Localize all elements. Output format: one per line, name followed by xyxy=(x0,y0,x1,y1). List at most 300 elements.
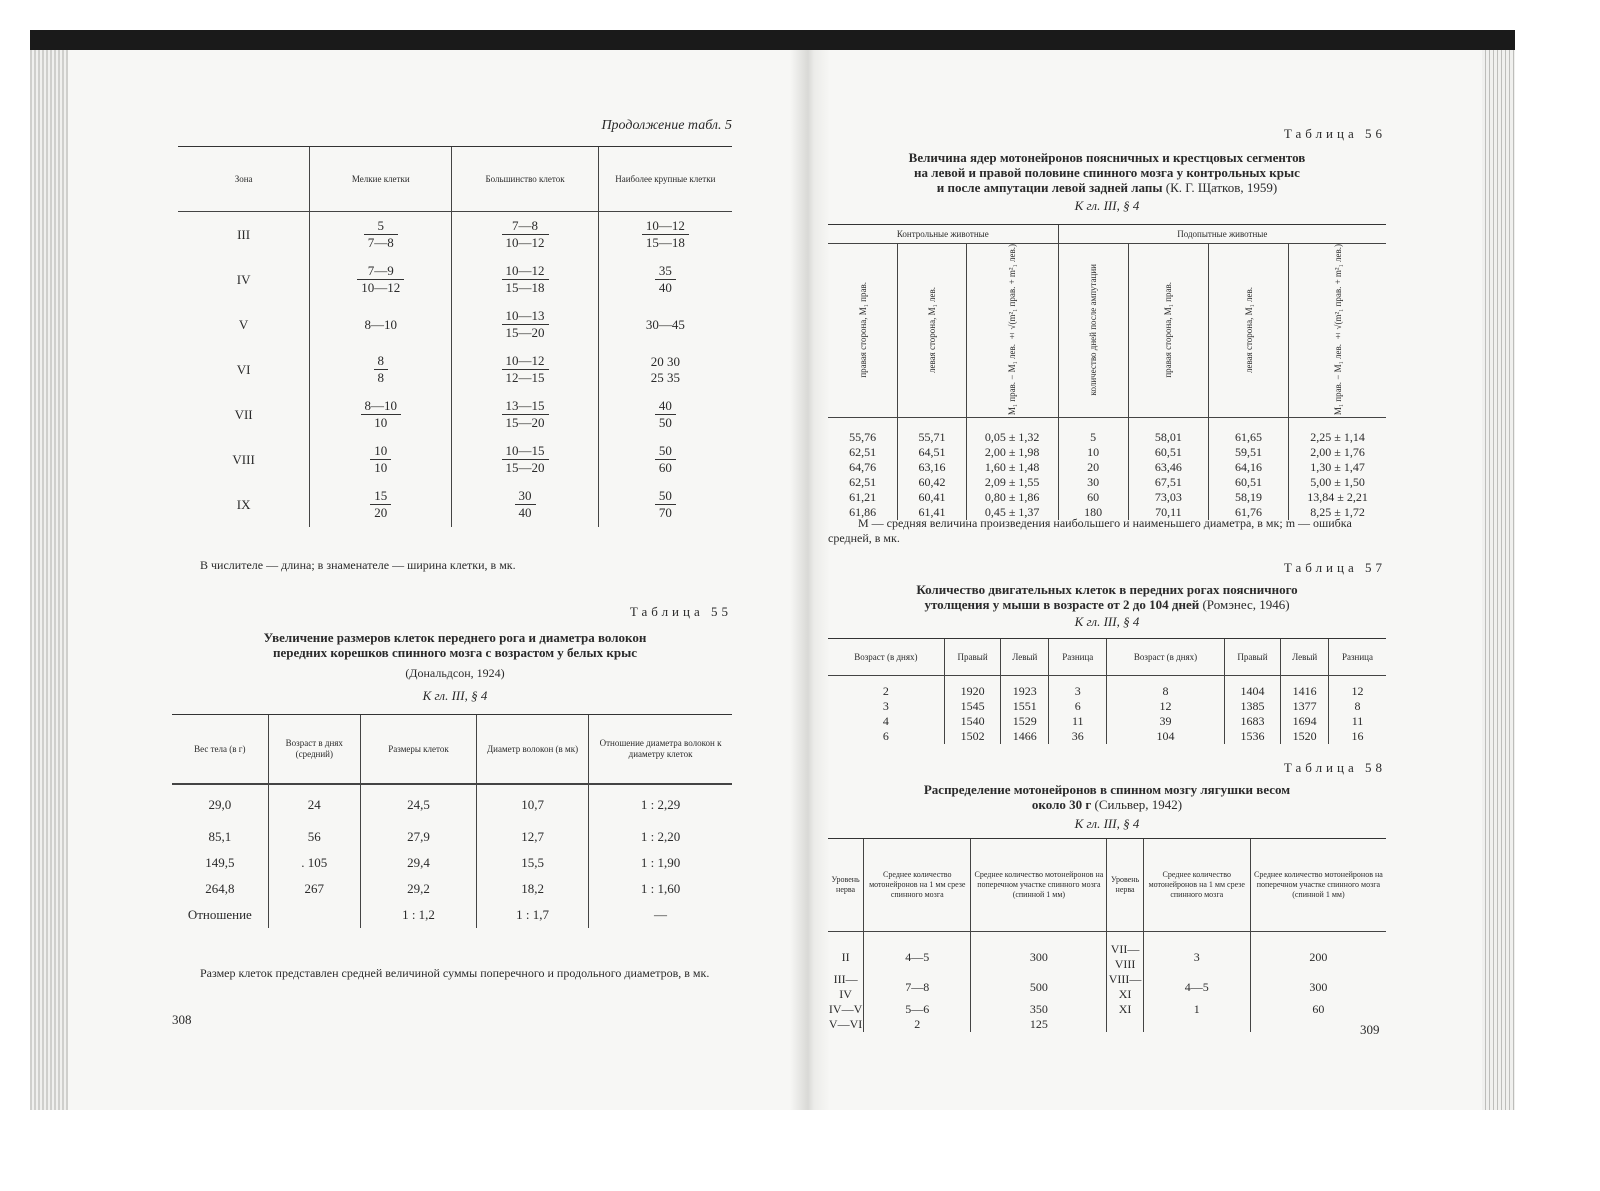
table58-cell: 350 xyxy=(971,1002,1107,1017)
right-page-edges xyxy=(1482,50,1515,1110)
table56-cell: 60,42 xyxy=(898,475,966,490)
table56-cell: 8,25 ± 1,72 xyxy=(1289,505,1386,520)
table57-row xyxy=(828,729,1386,744)
table56-col-header: M₁ прав. − M₁ лев. ± √(m²₁ прав. + m²₁ лев.) xyxy=(1289,244,1386,418)
table57-cell: 8 xyxy=(1107,676,1224,700)
table58-cell: IV—V xyxy=(828,1002,863,1016)
table56-cell: 67,51 xyxy=(1128,475,1208,490)
table57-cell: 39 xyxy=(1107,714,1224,729)
table58-label: Таблица 58 xyxy=(1283,760,1386,775)
table56-row xyxy=(828,460,1386,475)
table57-title xyxy=(828,582,1386,612)
table56-cell: 60 xyxy=(1058,490,1128,505)
table58-cell xyxy=(1107,1017,1143,1032)
table58-cell: 3 xyxy=(1143,932,1250,973)
table55-cell: 29,4 xyxy=(360,850,476,876)
table5-zone: IX xyxy=(236,496,251,512)
table56-cell: 70,11 xyxy=(1128,505,1208,520)
table58-row xyxy=(828,1002,1386,1017)
table57-header: Левый xyxy=(1001,639,1049,676)
table57-title-line1: Количество двигательных клеток в передних рогах поясничного xyxy=(916,582,1298,597)
plain-value: 8—10 xyxy=(364,316,398,332)
fraction xyxy=(502,263,549,296)
table56-cell: 0,05 ± 1,32 xyxy=(966,418,1058,446)
table5-cell xyxy=(452,482,598,527)
table5-row xyxy=(178,392,732,437)
table56-cell: 2,00 ± 1,76 xyxy=(1289,445,1386,460)
table55-label: Таблица 55 xyxy=(629,604,732,619)
denominator: 15—18 xyxy=(505,280,545,295)
table58-header: Уровень нерва xyxy=(1107,839,1143,932)
denominator: 10 xyxy=(374,415,388,430)
table5-row xyxy=(178,257,732,302)
numerator: 10—12 xyxy=(502,353,549,370)
numerator: 50 xyxy=(655,443,676,460)
table58-row xyxy=(828,972,1386,1002)
table56-cell: 180 xyxy=(1058,505,1128,520)
table57-cell: 1377 xyxy=(1281,699,1329,714)
table55-cell: 264,8 xyxy=(205,881,235,896)
numerator: 8—10 xyxy=(361,398,402,415)
table57-cell: 16 xyxy=(1328,729,1386,744)
table56-cell: 60,41 xyxy=(898,490,966,505)
table58-cell: 7—8 xyxy=(864,972,971,1002)
table5-cell xyxy=(452,437,598,482)
table56-cell: 62,51 xyxy=(849,445,877,460)
table5-header: Зона xyxy=(178,147,310,212)
table57-cell: 1551 xyxy=(1001,699,1049,714)
numerator: 10 xyxy=(370,443,391,460)
table56-cell: 61,21 xyxy=(849,490,877,505)
table5-zone: VI xyxy=(236,361,251,377)
table56-cell: 0,45 ± 1,37 xyxy=(966,505,1058,520)
table55-row xyxy=(172,784,732,824)
denominator: 10—12 xyxy=(505,235,545,250)
table57-cell: 1683 xyxy=(1224,714,1281,729)
denominator: 70 xyxy=(658,505,672,520)
denominator: 8 xyxy=(377,370,385,385)
table55-ref: К гл. III, § 4 xyxy=(422,688,488,703)
table56-source: (К. Г. Щатков, 1959) xyxy=(1165,180,1278,195)
table57-cell: 3 xyxy=(882,699,889,713)
table55-cell: 1 : 2,29 xyxy=(589,784,732,824)
table55-cell: 24,5 xyxy=(360,784,476,824)
table55-cell: Отношение xyxy=(187,907,252,922)
table56-cell: 55,71 xyxy=(898,418,966,446)
fraction xyxy=(361,398,402,431)
table55-cell: 1 : 1,60 xyxy=(589,876,732,902)
table5-zone: III xyxy=(237,226,251,242)
table55-title-line2: передних корешков спинного мозга с возрастом у белых крыс xyxy=(272,645,637,660)
table56-cell: 55,76 xyxy=(849,430,877,445)
table58-cell: 4—5 xyxy=(864,932,971,973)
table55-note: Размер клеток представлен средней величиной суммы поперечного и продольного диаметров, в мк. xyxy=(200,966,710,980)
denominator: 20 xyxy=(374,505,388,520)
table57-cell: 1502 xyxy=(944,729,1001,744)
table57-label: Таблица 57 xyxy=(1283,560,1386,575)
fraction xyxy=(655,443,676,476)
fraction xyxy=(374,353,389,386)
table57-header: Возраст (в днях) xyxy=(828,639,944,676)
table5-cell xyxy=(598,347,732,392)
book-spine xyxy=(790,50,830,1110)
table57-cell: 1466 xyxy=(1001,729,1049,744)
numerator: 5 xyxy=(364,218,398,235)
table58-header: Среднее количество мотонейронов на 1 мм срезе спинного мозга xyxy=(1143,839,1250,932)
table55-cell: . 105 xyxy=(268,850,360,876)
table55-header: Отношение диаметра волокон к диаметру клеток xyxy=(589,715,732,784)
table56-cell: 63,16 xyxy=(898,460,966,475)
table56-cell: 5 xyxy=(1058,418,1128,446)
table55-cell: 15,5 xyxy=(477,850,589,876)
table5-cell xyxy=(310,437,452,482)
table56-col-header: левая сторона, M₁ лев. xyxy=(898,244,966,418)
table56-cell: 64,76 xyxy=(849,460,877,475)
table58-cell: VIII—XI xyxy=(1108,972,1142,1001)
table56-ref: К гл. III, § 4 xyxy=(1074,198,1140,213)
table56-row xyxy=(828,490,1386,505)
table55-header: Диаметр волокон (в мк) xyxy=(477,715,589,784)
table58-header: Среднее количество мотонейронов на поперечном участке спинного мозга (спинной 1 мм) xyxy=(971,839,1107,932)
table57-cell: 1923 xyxy=(1001,676,1049,700)
table58-cell: II xyxy=(841,949,850,964)
table56-col-header: левая сторона, M₁ лев. xyxy=(1208,244,1288,418)
table56-cell: 60,51 xyxy=(1128,445,1208,460)
table58-cell: 300 xyxy=(971,932,1107,973)
table55-cell: 85,1 xyxy=(208,829,232,844)
table5-zone: VII xyxy=(234,406,253,422)
left-page-edges xyxy=(30,50,68,1110)
table55-cell: 12,7 xyxy=(477,824,589,850)
fraction xyxy=(357,263,404,296)
denominator: 12—15 xyxy=(505,370,545,385)
table55-header: Размеры клеток xyxy=(360,715,476,784)
table57-cell: 1404 xyxy=(1224,676,1281,700)
table56-col-header: количество дней после ампутации xyxy=(1058,244,1128,418)
table5-header: Большинство клеток xyxy=(452,147,598,212)
table5-zone: V xyxy=(238,316,249,332)
table5-cell xyxy=(310,257,452,302)
table58-ref: К гл. III, § 4 xyxy=(1074,816,1140,831)
table58-cell: 300 xyxy=(1250,972,1386,1002)
table56-cell: 59,51 xyxy=(1208,445,1288,460)
table55-cell: 149,5 xyxy=(205,855,235,870)
table57-ref: К гл. III, § 4 xyxy=(1074,614,1140,629)
table55-cell: 1 : 1,7 xyxy=(477,902,589,928)
table57-header: Возраст (в днях) xyxy=(1107,639,1224,676)
table57-source: (Ромэнес, 1946) xyxy=(1202,597,1290,612)
table58-cell: III—IV xyxy=(833,972,858,1001)
table5-row xyxy=(178,437,732,482)
fraction xyxy=(370,488,391,521)
table58-cell: 4—5 xyxy=(1143,972,1250,1002)
denominator: 15—20 xyxy=(505,415,545,430)
table5-cell xyxy=(310,392,452,437)
table57-cell: 104 xyxy=(1107,729,1224,744)
table57-cell: 1520 xyxy=(1281,729,1329,744)
continuation-header: Продолжение табл. 5 xyxy=(601,118,732,133)
table58-header: Уровень нерва xyxy=(828,839,864,932)
table58-cell: 60 xyxy=(1250,1002,1386,1017)
table57-cell: 1920 xyxy=(944,676,1001,700)
denominator: 10—12 xyxy=(361,280,401,295)
table56-row xyxy=(828,475,1386,490)
fraction xyxy=(642,218,689,251)
left-page-number: 308 xyxy=(172,1012,192,1027)
fraction xyxy=(502,398,549,431)
table5-cell xyxy=(452,347,598,392)
numerator: 8 xyxy=(374,353,389,370)
table56-title-line: на левой и правой половине спинного мозга у контрольных крыс xyxy=(914,165,1300,180)
table56-cell: 61,86 xyxy=(849,505,877,520)
fraction xyxy=(502,443,549,476)
denominator: 10 xyxy=(374,460,388,475)
table57-cell: 2 xyxy=(882,684,889,698)
table57-header: Правый xyxy=(944,639,1001,676)
table57-cell: 1529 xyxy=(1001,714,1049,729)
table58-row xyxy=(828,1017,1386,1032)
fraction xyxy=(655,488,676,521)
denominator: 7—8 xyxy=(367,235,394,250)
fraction xyxy=(655,263,676,296)
numerator: 13—15 xyxy=(502,398,549,415)
table57-cell: 1540 xyxy=(944,714,1001,729)
numerator: 15 xyxy=(370,488,391,505)
numerator: 7—8 xyxy=(502,218,549,235)
table57-cell: 6 xyxy=(1049,699,1107,714)
stacked-value: 20 30 xyxy=(650,353,680,369)
table56-cell: 0,80 ± 1,86 xyxy=(966,490,1058,505)
table56-cell: 1,60 ± 1,48 xyxy=(966,460,1058,475)
table55-row xyxy=(172,850,732,876)
stacked-values xyxy=(651,354,680,386)
table57-cell: 11 xyxy=(1328,714,1386,729)
denominator: 40 xyxy=(658,280,672,295)
table58-cell xyxy=(1143,1017,1250,1032)
table56-cell: 2,09 ± 1,55 xyxy=(966,475,1058,490)
table55-cell: 29,0 xyxy=(208,796,232,812)
table57-cell: 12 xyxy=(1107,699,1224,714)
table58-cell: XI xyxy=(1107,1002,1143,1017)
table57-cell: 3 xyxy=(1049,676,1107,700)
table55-cell: 24 xyxy=(268,784,360,824)
table56-title xyxy=(828,150,1386,195)
denominator: 40 xyxy=(518,505,532,520)
table55-cell: 267 xyxy=(268,876,360,902)
table5-cell xyxy=(598,482,732,527)
table58-title-line2: около 30 г xyxy=(1031,797,1092,812)
table57-row xyxy=(828,714,1386,729)
table58-cell: 125 xyxy=(971,1017,1107,1032)
table5 xyxy=(178,147,732,527)
table5-cell xyxy=(310,347,452,392)
table56-cell: 61,65 xyxy=(1208,418,1288,446)
table56-cell: 2,00 ± 1,98 xyxy=(966,445,1058,460)
table56-cell: 13,84 ± 2,21 xyxy=(1289,490,1386,505)
table5-row xyxy=(178,482,732,527)
table55-cell: 29,2 xyxy=(360,876,476,902)
table5-row xyxy=(178,302,732,347)
table5-cell xyxy=(310,482,452,527)
numerator: 40 xyxy=(655,398,676,415)
table56-cell: 1,30 ± 1,47 xyxy=(1289,460,1386,475)
table56-cell: 62,51 xyxy=(849,475,877,490)
table5-cell xyxy=(598,257,732,302)
table55-row xyxy=(172,902,732,928)
table5-row xyxy=(178,347,732,392)
table58-title xyxy=(828,782,1386,812)
table57-cell: 6 xyxy=(882,729,889,743)
numerator: 10—15 xyxy=(502,443,549,460)
table57-cell: 1545 xyxy=(944,699,1001,714)
table57-header: Разница xyxy=(1049,639,1107,676)
table5-cell xyxy=(452,392,598,437)
table56-cell: 58,19 xyxy=(1208,490,1288,505)
table57-cell: 1694 xyxy=(1281,714,1329,729)
table57-row xyxy=(828,676,1386,700)
table5-note: В числителе — длина; в знаменателе — ширина клетки, в мк. xyxy=(200,558,516,572)
table55-cell: 27,9 xyxy=(360,824,476,850)
table55-cell: 18,2 xyxy=(477,876,589,902)
table5-header: Мелкие клетки xyxy=(310,147,452,212)
fraction xyxy=(370,443,391,476)
table57-header: Левый xyxy=(1281,639,1329,676)
table55-row xyxy=(172,876,732,902)
numerator: 35 xyxy=(655,263,676,280)
table5-cell xyxy=(598,437,732,482)
table55-header: Возраст в днях (средний) xyxy=(268,715,360,784)
table57-header: Разница xyxy=(1328,639,1386,676)
table55-cell: — xyxy=(589,902,732,928)
plain-value: 30—45 xyxy=(645,316,685,332)
numerator: 50 xyxy=(655,488,676,505)
table5-cell xyxy=(452,257,598,302)
table55-header: Вес тела (в г) xyxy=(172,715,268,784)
table56-cell: 5,00 ± 1,50 xyxy=(1289,475,1386,490)
table5-zone: VIII xyxy=(232,451,255,467)
table57-cell: 36 xyxy=(1049,729,1107,744)
numerator: 10—12 xyxy=(642,218,689,235)
denominator: 15—20 xyxy=(505,325,545,340)
table55-cell: 10,7 xyxy=(477,784,589,824)
table55-cell: 1 : 1,2 xyxy=(360,902,476,928)
table56-title-line: Величина ядер мотонейронов поясничных и крестцовых сегментов xyxy=(908,150,1306,165)
numerator: 30 xyxy=(515,488,536,505)
table56-cell: 61,41 xyxy=(898,505,966,520)
table58-header: Среднее количество мотонейронов на 1 мм срезе спинного мозга xyxy=(864,839,971,932)
table58-cell: VII—VIII xyxy=(1107,932,1143,973)
table55-source: (Дональдсон, 1924) xyxy=(405,666,505,680)
table58-cell: 5—6 xyxy=(864,1002,971,1017)
table57-cell: 1385 xyxy=(1224,699,1281,714)
table58-header: Среднее количество мотонейронов на поперечном участке спинного мозга (спинной 1 мм) xyxy=(1250,839,1386,932)
table56 xyxy=(828,225,1386,520)
table57-cell: 1536 xyxy=(1224,729,1281,744)
numerator: 10—13 xyxy=(502,308,549,325)
numerator: 7—9 xyxy=(357,263,404,280)
table57-header: Правый xyxy=(1224,639,1281,676)
table56-row xyxy=(828,418,1386,446)
stacked-value: 25 35 xyxy=(650,369,680,385)
table58-cell: 1 xyxy=(1143,1002,1250,1017)
fraction xyxy=(502,353,549,386)
fraction xyxy=(502,218,549,251)
fraction xyxy=(364,218,398,251)
fraction xyxy=(502,308,549,341)
table5-zone: IV xyxy=(236,271,251,287)
table57-row xyxy=(828,699,1386,714)
table5-cell xyxy=(598,302,732,347)
table56-group-header: Подопытные животные xyxy=(1058,225,1386,244)
table5-cell xyxy=(310,302,452,347)
table57-cell: 12 xyxy=(1328,676,1386,700)
table55-cell: 1 : 2,20 xyxy=(589,824,732,850)
table5-cell xyxy=(452,302,598,347)
table56-cell: 64,51 xyxy=(898,445,966,460)
table5-cell xyxy=(452,212,598,258)
table56-col-header: правая сторона, M₁ прав. xyxy=(1128,244,1208,418)
table55-cell: 56 xyxy=(268,824,360,850)
table58-row xyxy=(828,932,1386,973)
table58 xyxy=(828,839,1386,1032)
table55-cell xyxy=(268,902,360,928)
table5-cell xyxy=(598,392,732,437)
denominator: 15—20 xyxy=(505,460,545,475)
table56-group-header: Контрольные животные xyxy=(828,225,1058,244)
denominator: 15—18 xyxy=(645,235,685,250)
table56-cell: 60,51 xyxy=(1208,475,1288,490)
table56-cell: 61,76 xyxy=(1208,505,1288,520)
table5-header: Наиболее крупные клетки xyxy=(598,147,732,212)
table55-row xyxy=(172,824,732,850)
table57-cell: 8 xyxy=(1328,699,1386,714)
table55 xyxy=(172,715,732,928)
table56-cell: 64,16 xyxy=(1208,460,1288,475)
table57-cell: 11 xyxy=(1049,714,1107,729)
table56-col-header: правая сторона, M₁ прав. xyxy=(828,244,898,418)
table56-col-header: M₁ прав. − M₁ лев. ± √(m²₁ прав. + m²₁ лев.) xyxy=(966,244,1058,418)
right-page-number: 309 xyxy=(1360,1022,1380,1037)
table58-cell: 200 xyxy=(1250,932,1386,973)
fraction xyxy=(655,398,676,431)
table55-title xyxy=(178,630,732,660)
table56-row xyxy=(828,445,1386,460)
table58-title-line1: Распределение мотонейронов в спинном мозгу лягушки весом xyxy=(923,782,1291,797)
table55-cell: 1 : 1,90 xyxy=(589,850,732,876)
table57-cell: 1416 xyxy=(1281,676,1329,700)
table57-title-line2: утолщения у мыши в возрасте от 2 до 104 дней xyxy=(924,597,1200,612)
table5-row xyxy=(178,212,732,258)
numerator: 10—12 xyxy=(502,263,549,280)
table56-cell: 30 xyxy=(1058,475,1128,490)
table58-cell: 500 xyxy=(971,972,1107,1002)
table5-cell xyxy=(598,212,732,258)
table56-cell: 10 xyxy=(1058,445,1128,460)
table57 xyxy=(828,639,1386,744)
table57-cell: 4 xyxy=(882,714,889,728)
table56-cell: 58,01 xyxy=(1128,418,1208,446)
table56-cell: 20 xyxy=(1058,460,1128,475)
table58-cell: V—VI xyxy=(828,1017,863,1031)
table55-title-line1: Увеличение размеров клеток переднего рога и диаметра волокон xyxy=(263,630,647,645)
table5-cell xyxy=(310,212,452,258)
fraction xyxy=(515,488,536,521)
table56-label: Таблица 56 xyxy=(1283,126,1386,141)
table58-source: (Сильвер, 1942) xyxy=(1094,797,1183,812)
table56-title-line: и после ампутации левой задней лапы xyxy=(936,180,1163,195)
table56-cell: 73,03 xyxy=(1128,490,1208,505)
denominator: 50 xyxy=(658,415,672,430)
